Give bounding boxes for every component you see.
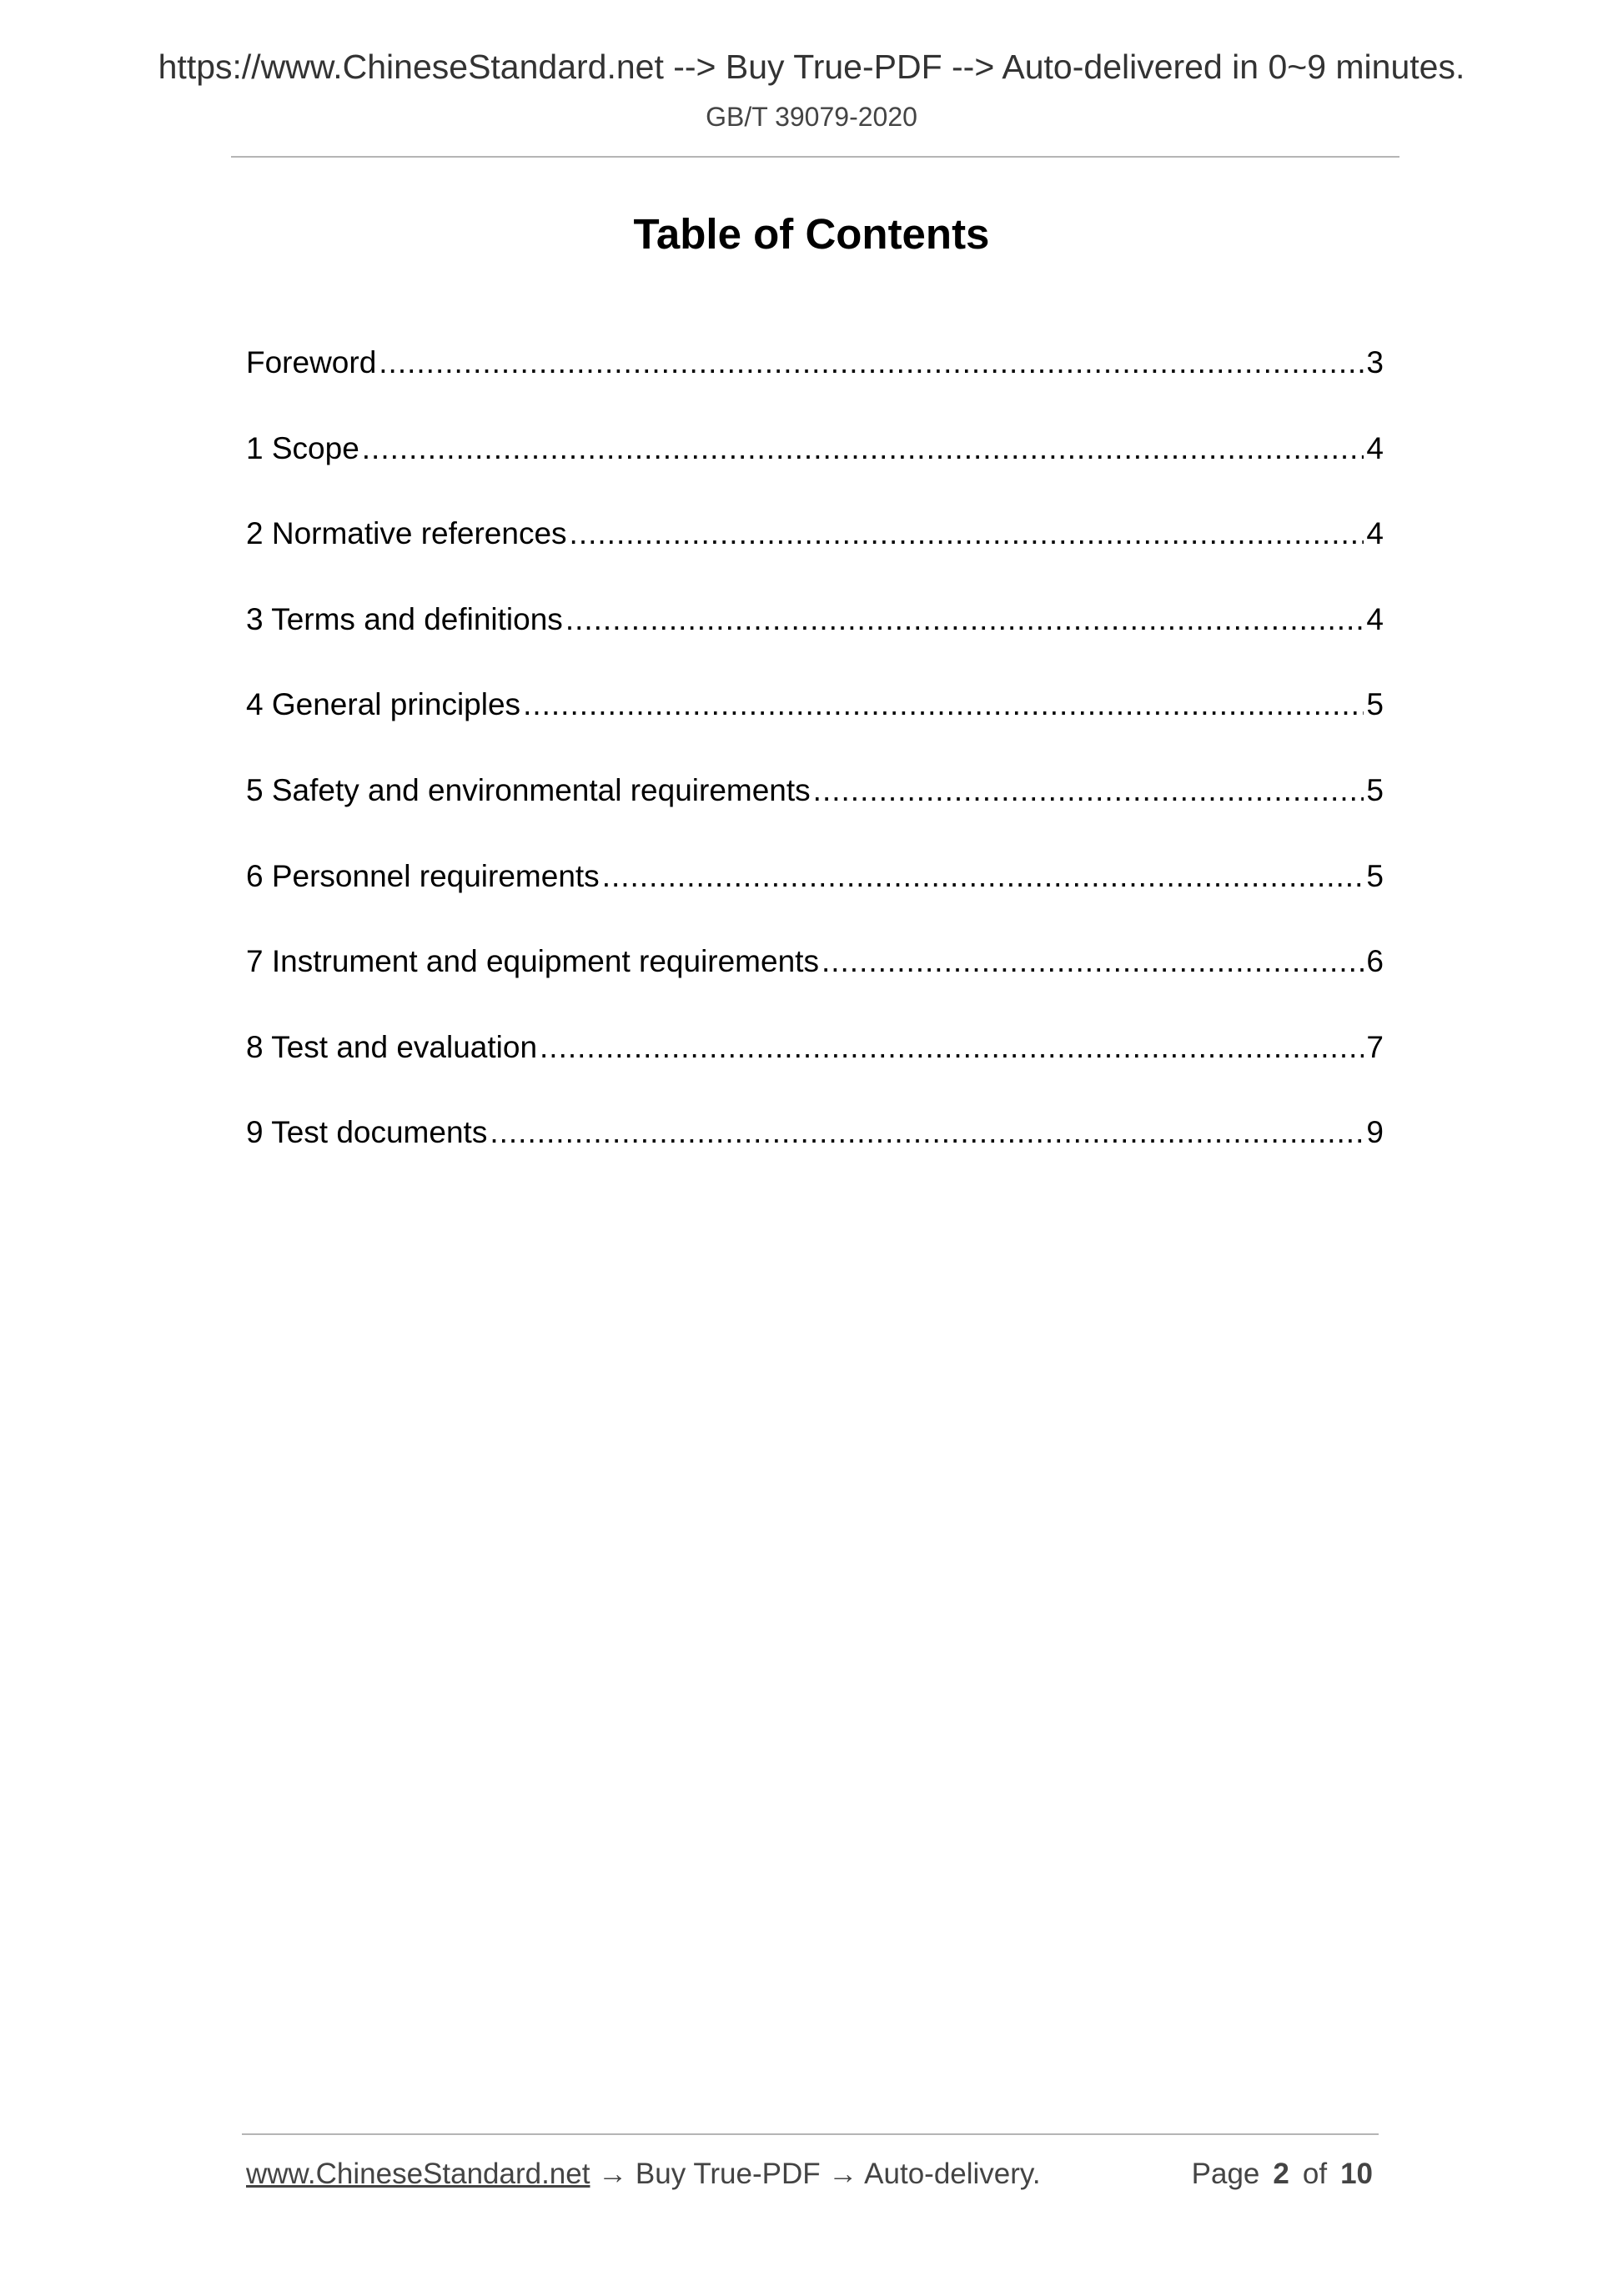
toc-entry-page: 9	[1366, 1115, 1384, 1150]
toc-entry-foreword[interactable]	[246, 344, 1384, 430]
toc-title: Table of Contents	[633, 210, 990, 258]
toc-entry-test-evaluation[interactable]	[246, 1028, 1384, 1114]
toc-dot-leader	[379, 344, 1364, 382]
toc-entry-page: 3	[1366, 345, 1384, 379]
toc-entry-instrument-equipment[interactable]	[246, 942, 1384, 1028]
toc-entry-label: 1 Scope	[246, 430, 359, 465]
toc-dot-leader	[570, 515, 1364, 553]
current-page-number: 2	[1273, 2158, 1289, 2190]
total-pages-number: 10	[1340, 2158, 1373, 2190]
toc-dot-leader	[490, 1113, 1364, 1152]
of-word: of	[1302, 2158, 1328, 2190]
toc-entry-label: 6 Personnel requirements	[246, 858, 600, 893]
page-word: Page	[1191, 2158, 1260, 2190]
toc-dot-leader	[565, 600, 1364, 639]
toc-dot-leader	[813, 771, 1364, 810]
toc-entry-test-documents[interactable]	[246, 1113, 1384, 1199]
toc-entry-page: 5	[1366, 772, 1384, 807]
toc-entry-page: 5	[1366, 858, 1384, 893]
toc-entry-label: 4 General principles	[246, 687, 521, 722]
header-divider	[231, 156, 1399, 158]
toc-dot-leader	[602, 857, 1364, 896]
toc-entry-page: 4	[1366, 430, 1384, 465]
footer-site-link[interactable]: www.ChineseStandard.net	[246, 2158, 590, 2190]
toc-entry-general-principles[interactable]	[246, 686, 1384, 771]
toc-entry-label: 8 Test and evaluation	[246, 1029, 538, 1064]
toc-entry-scope[interactable]	[246, 430, 1384, 515]
toc-entry-page: 6	[1366, 944, 1384, 979]
toc-entry-safety-environmental[interactable]	[246, 771, 1384, 857]
toc-entry-label: 7 Instrument and equipment requirements	[246, 944, 819, 979]
footer-left	[246, 2153, 1041, 2195]
toc-entry-page: 5	[1366, 687, 1384, 722]
toc-entry-label: 3 Terms and definitions	[246, 601, 563, 636]
toc-entry-personnel[interactable]	[246, 857, 1384, 943]
document-code: GB/T 39079-2020	[706, 102, 917, 132]
toc-entry-page: 4	[1366, 601, 1384, 636]
toc-entry-normative-references[interactable]	[246, 515, 1384, 600]
toc-entry-label: 2 Normative references	[246, 516, 567, 551]
footer-tagline: → Buy True-PDF → Auto-delivery.	[590, 2158, 1041, 2190]
toc-entry-terms-definitions[interactable]	[246, 600, 1384, 686]
toc-entry-label: 9 Test documents	[246, 1115, 488, 1150]
footer-divider	[242, 2133, 1379, 2135]
toc-entry-page: 7	[1366, 1029, 1384, 1064]
toc-entry-page: 4	[1366, 516, 1384, 551]
toc-list	[246, 344, 1384, 1199]
toc-dot-leader	[362, 430, 1364, 468]
toc-dot-leader	[540, 1028, 1364, 1067]
toc-entry-label: 5 Safety and environmental requirements	[246, 772, 811, 807]
toc-entry-label: Foreword	[246, 345, 377, 379]
page-number	[1192, 2153, 1373, 2195]
toc-dot-leader	[822, 942, 1364, 981]
toc-dot-leader	[523, 686, 1364, 724]
header-banner: https://www.ChineseStandard.net --> Buy True-PDF --> Auto-delivered in 0~9 minutes.	[158, 48, 1465, 86]
page-footer	[246, 2153, 1373, 2195]
